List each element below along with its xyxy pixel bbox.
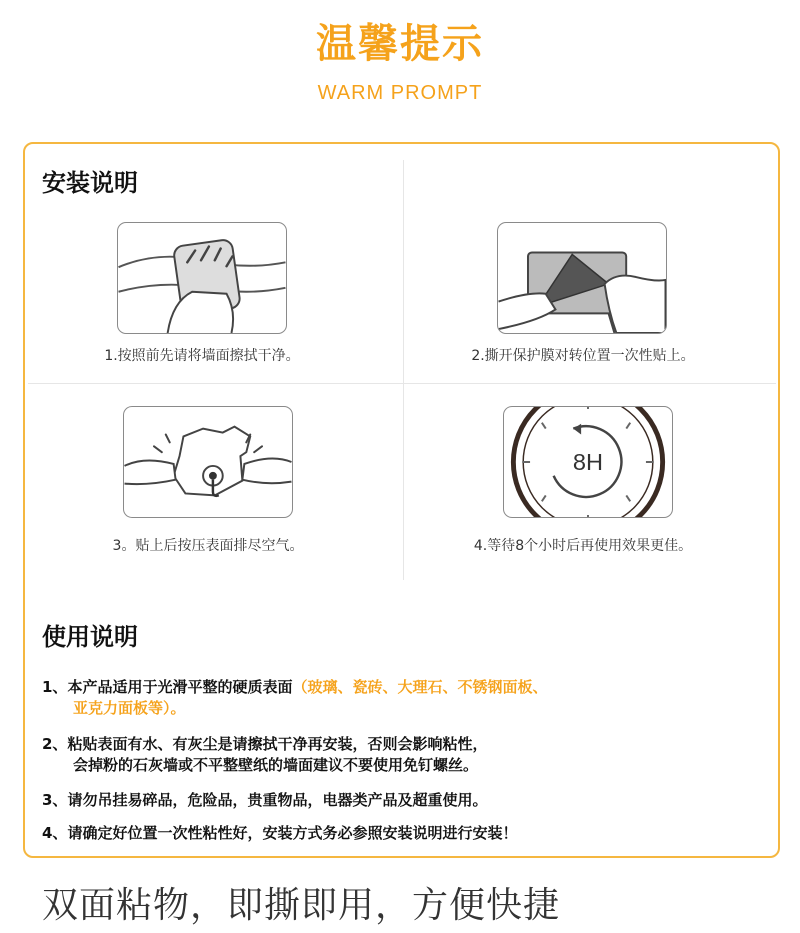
usage-item-text: 请确定好位置一次性粘性好，安装方式务必参照安装说明进行安装！ <box>67 824 518 842</box>
usage-item-text: 粘贴表面有水、有灰尘是请擦拭干净再安装，否则会影响粘性， <box>67 735 488 753</box>
usage-item <box>42 677 547 698</box>
usage-item <box>42 823 517 844</box>
clock-label: 8H <box>572 448 604 475</box>
usage-item-highlight: 亚克力面板等）。 <box>73 699 186 717</box>
usage-item-number: 2、 <box>42 735 68 753</box>
usage-item <box>42 734 487 755</box>
usage-item-number: 3、 <box>42 791 68 809</box>
install-step-caption: 2.撕开保护膜对转位置一次性贴上。 <box>471 348 695 364</box>
grid-divider-vertical <box>403 160 404 580</box>
page-title: 温馨提示 <box>316 21 484 67</box>
clock-8h-icon <box>503 406 673 518</box>
usage-item-number: 1、 <box>42 678 68 696</box>
install-step-caption: 1.按照前先请将墙面擦拭干净。 <box>104 348 300 364</box>
usage-item-number: 4、 <box>42 824 68 842</box>
slogan: 双面粘物，即撕即用，方便快捷 <box>42 885 561 926</box>
press-hook-icon <box>123 406 293 518</box>
page-subtitle: WARM PROMPT <box>317 82 483 104</box>
usage-item-highlight: （玻璃、瓷砖、大理石、不锈钢面板、 <box>292 678 548 696</box>
install-title: 安装说明 <box>42 169 138 197</box>
install-step-caption: 4.等待8个小时后再使用效果更佳。 <box>473 538 693 554</box>
usage-item-text: 本产品适用于光滑平整的硬质表面 <box>67 678 293 696</box>
usage-item-text: 会掉粉的石灰墙或不平整壁纸的墙面建议不要使用免钉螺丝。 <box>73 756 479 774</box>
install-step-caption: 3。贴上后按压表面排尽空气。 <box>112 538 304 554</box>
usage-title: 使用说明 <box>42 623 138 651</box>
wiping-hand-icon <box>117 222 287 334</box>
peel-film-icon <box>497 222 667 334</box>
grid-divider-horizontal <box>28 383 776 384</box>
usage-item-text: 请勿吊挂易碎品，危险品，贵重物品，电器类产品及超重使用。 <box>67 791 488 809</box>
usage-item <box>42 790 487 811</box>
